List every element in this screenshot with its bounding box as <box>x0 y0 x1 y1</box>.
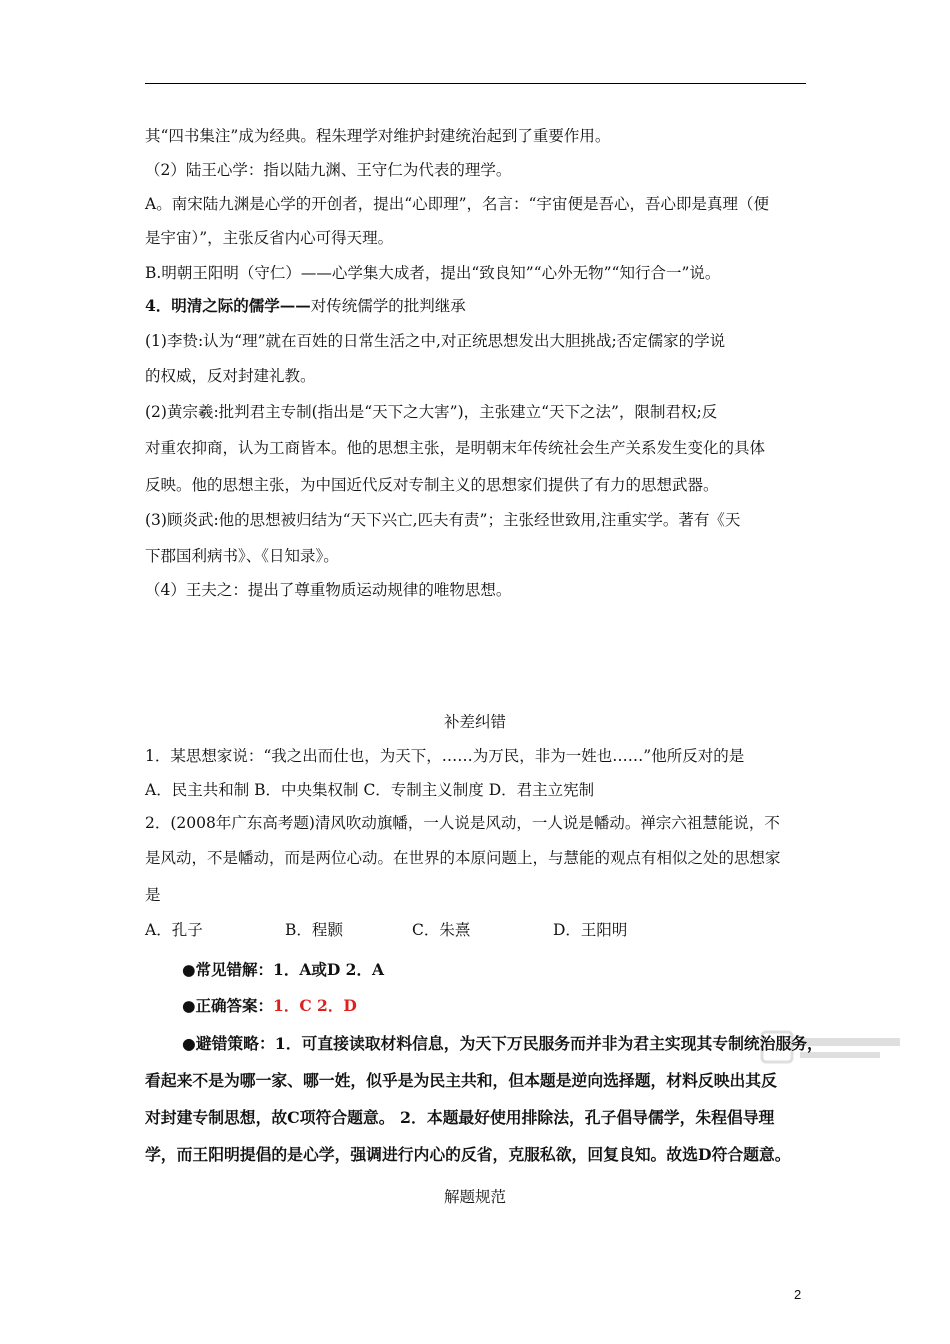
correct-answer-value: 1．C 2．D <box>273 996 357 1015</box>
question-1-options: A．民主共和制 B．中央集权制 C．专制主义制度 D．君主立宪制 <box>145 781 595 799</box>
text-line: B.明朝王阳明（守仁）——心学集大成者，提出“致良知”“心外无物”“知行合一”说。 <box>145 264 721 282</box>
common-error-label: ●常见错解： <box>182 960 274 979</box>
page-number: 2 <box>794 1287 802 1302</box>
strategy-line: 看起来不是为哪一家、哪一姓，似乎是为民主共和，但本题是逆向选择题，材料反映出其反 <box>145 1071 777 1090</box>
common-error <box>182 960 384 980</box>
text-line: (2)黄宗羲:批判君主专制(指出是“天下之大害”)，主张建立“天下之法”，限制君权;反 <box>145 403 718 421</box>
text-line: 其“四书集注”成为经典。程朱理学对维护封建统治起到了重要作用。 <box>145 127 611 145</box>
option-c: C．朱熹 <box>412 921 471 939</box>
header-rule <box>145 83 806 84</box>
section-heading-label: 4．明清之际的儒学—— <box>145 296 311 315</box>
text-line: （4）王夫之：提出了尊重物质运动规律的唯物思想。 <box>145 581 512 599</box>
section-title: 补差纠错 <box>443 713 506 731</box>
text-line: A。南宋陆九渊是心学的开创者，提出“心即理”，名言：“宇宙便是吾心，吾心即是真理（便 <box>145 195 769 213</box>
footer-section-title: 解题规范 <box>443 1188 506 1206</box>
strategy-line: ●避错策略：1．可直接读取材料信息，为天下万民服务而并非为君主实现其专制统治服务， <box>182 1034 823 1053</box>
common-error-value: 1．A或D 2．A <box>273 960 384 979</box>
question-2-options <box>145 920 627 940</box>
correct-answer <box>182 996 357 1016</box>
question-2-line: 2．(2008年广东高考题)清风吹动旗幡，一人说是风动，一人说是幡动。禅宗六祖慧能说，不 <box>145 814 780 832</box>
text-line: (1)李贽:认为“理”就在百姓的日常生活之中,对正统思想发出大胆挑战;否定儒家的学说 <box>145 332 726 350</box>
option-a: A．孔子 <box>145 921 203 939</box>
watermark-logo <box>712 1020 912 1080</box>
question-2-line: 是 <box>145 886 161 904</box>
text-line: 下郡国利病书》、《日知录》。 <box>145 547 339 565</box>
strategy-line: 学，而王阳明提倡的是心学，强调进行内心的反省，克服私欲，回复良知。故选D符合题意。 <box>145 1145 791 1164</box>
section-heading <box>145 296 466 316</box>
question-2-line: 是风动，不是幡动，而是两位心动。在世界的本原问题上，与慧能的观点有相似之处的思想家 <box>145 849 781 867</box>
text-line: 反映。他的思想主张，为中国近代反对专制主义的思想家们提供了有力的思想武器。 <box>145 476 719 494</box>
correct-answer-label: ●正确答案： <box>182 996 274 1015</box>
text-line: 是宇宙）”，主张反省内心可得天理。 <box>145 229 394 247</box>
question-1: 1．某思想家说：“我之出而仕也，为天下，……为万民，非为一姓也……”他所反对的是 <box>145 747 745 765</box>
section-heading-desc: 对传统儒学的批判继承 <box>310 297 466 315</box>
text-line: (3)顾炎武:他的思想被归结为“天下兴亡,匹夫有责”；主张经世致用,注重实学。著有《天 <box>145 511 741 529</box>
text-line: 对重农抑商，认为工商皆本。他的思想主张，是明朝末年传统社会生产关系发生变化的具体 <box>145 439 766 457</box>
option-b: B．程颢 <box>285 921 343 939</box>
text-line: （2）陆王心学：指以陆九渊、王守仁为代表的理学。 <box>145 161 512 179</box>
strategy-line: 对封建专制思想，故C项符合题意。 2．本题最好使用排除法，孔子倡导儒学，朱程倡导理 <box>145 1108 775 1127</box>
option-d: D．王阳明 <box>553 921 628 939</box>
text-line: 的权威，反对封建礼教。 <box>145 367 316 385</box>
